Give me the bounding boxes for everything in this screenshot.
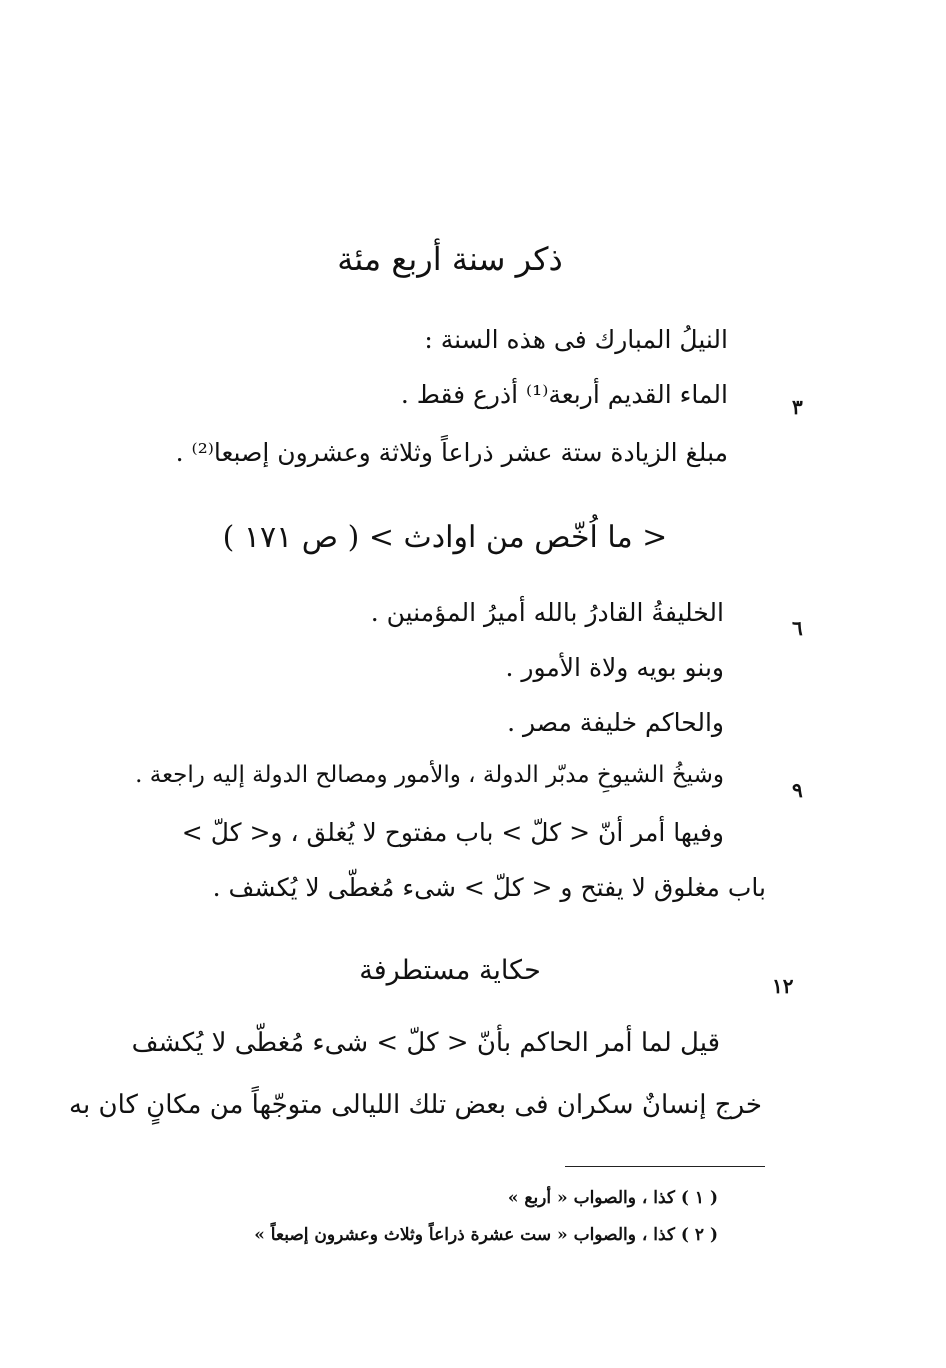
- story-title: حكاية مستطرفة: [359, 955, 541, 986]
- events-line-1: الخليفةُ القادرُ بالله أميرُ المؤمنين .: [370, 598, 724, 627]
- footnote-rule: [565, 1166, 765, 1167]
- line-number: ٦: [792, 616, 803, 640]
- events-line-6: باب مغلوق لا يفتح و < كلّ > شىء مُغطّى لا يُكشف .: [212, 873, 766, 902]
- nile-line-3: مبلغ الزيادة ستة عشر ذراعاً وثلاثة وعشرون إصبعا⁽²⁾ .: [175, 438, 728, 467]
- events-line-2: وبنو بويه ولاة الأمور .: [505, 653, 724, 682]
- footnote-2: ( ٢ ) كذا ، والصواب « ست عشرة ذراعاً وثلاث وعشرون إصبعاً »: [254, 1225, 718, 1245]
- nile-line-2: الماء القديم أربعة⁽¹⁾ أذرع فقط .: [400, 380, 728, 409]
- footnote-1: ( ١ ) كذا ، والصواب « أربع »: [507, 1188, 718, 1208]
- line-number: ٩: [792, 778, 803, 802]
- events-subheading: < ما اُخّص من اوادث > ( ص ١٧١ ): [222, 520, 668, 555]
- story-line-2: خرج إنسانٌ سكران فى بعض تلك الليالى متوجّهاً من مكانٍ كان به: [69, 1090, 762, 1120]
- story-line-1: قيل لما أمر الحاكم بأنّ < كلّ > شىء مُغطّى لا يُكشف: [131, 1028, 720, 1058]
- line-number: ٣: [792, 395, 803, 419]
- section-heading: ذكر سنة أربع مئة: [337, 240, 563, 278]
- nile-line-1: النيلُ المبارك فى هذه السنة :: [424, 325, 728, 354]
- events-line-3: والحاكم خليفة مصر .: [507, 708, 724, 737]
- line-number: ١٢: [772, 974, 794, 998]
- events-line-4: وشيخُ الشيوخِ مدبّر الدولة ، والأمور ومصالح الدولة إليه راجعة .: [135, 762, 724, 788]
- events-line-5: وفيها أمر أنّ < كلّ > باب مفتوح لا يُغلق ، و< كلّ >: [181, 818, 724, 847]
